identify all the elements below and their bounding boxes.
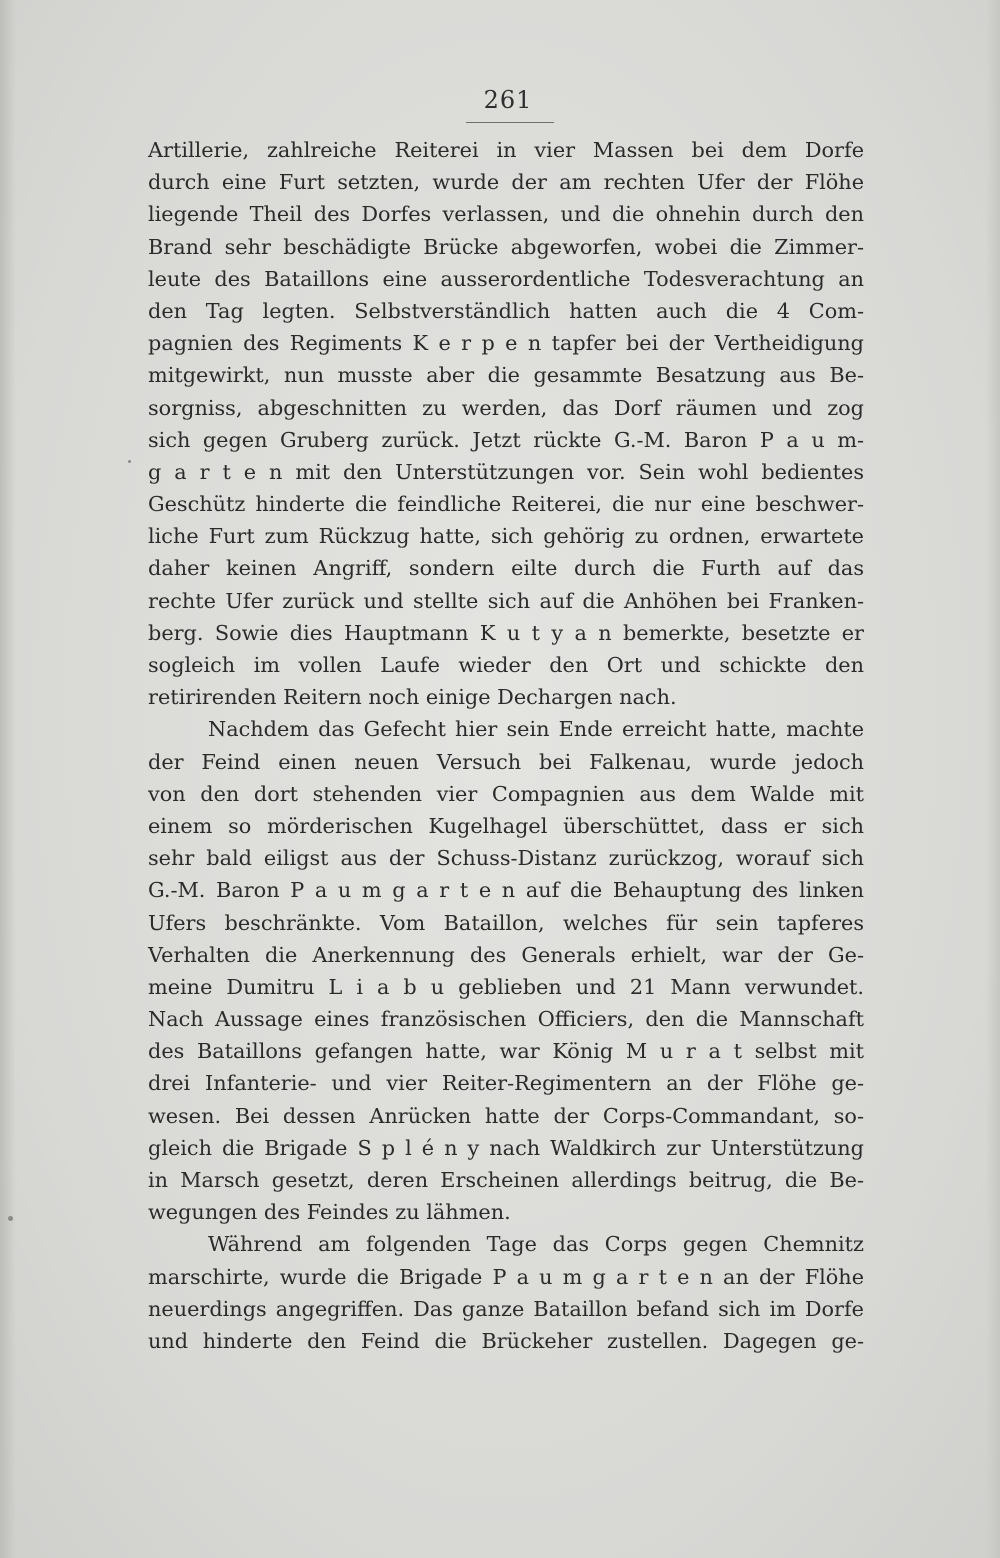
text-line: wegungen des Feindes zu lähmen.: [148, 1200, 511, 1225]
text-line: neuerdings angegriffen. Das ganze Bataillon befand sich im Dorfe: [148, 1296, 864, 1321]
text-line: liegende Theil des Dorfes verlassen, und die ohnehin durch den: [148, 202, 864, 227]
text-line: Nach Aussage eines französischen Officiers, den die Mannschaft: [148, 1007, 864, 1032]
text-line: Artillerie, zahlreiche Reiterei in vier Massen bei dem Dorfe: [148, 138, 864, 162]
text-line: daher keinen Angriff, sondern eilte durch die Furth auf das: [148, 556, 864, 581]
margin-mark: [128, 460, 131, 463]
text-line: sich gegen Gruberg zurück. Jetzt rückte G.-M. Baron P a u m-: [148, 427, 864, 452]
text-line: von den dort stehenden vier Compagnien aus dem Walde mit: [148, 781, 864, 806]
text-line: einem so mörderischen Kugelhagel überschüttet, dass er sich: [148, 813, 864, 838]
text-line: Brand sehr beschädigte Brücke abgeworfen, wobei die Zimmer-: [148, 234, 864, 259]
text-line: in Marsch gesetzt, deren Erscheinen allerdings beitrug, die Be-: [148, 1168, 864, 1192]
body-text: [148, 134, 864, 1357]
text-line: Nachdem das Gefecht hier sein Ende erreicht hatte, machte: [208, 717, 864, 742]
text-line: pagnien des Regiments K e r p e n tapfer bei der Vertheidigung: [148, 331, 864, 356]
text-line: den Tag legten. Selbstverständlich hatten auch die 4 Com-: [148, 298, 864, 323]
text-line: marschirte, wurde die Brigade P a u m g a r t e n an der Flöhe: [148, 1264, 864, 1289]
text-line: der Feind einen neuen Versuch bei Falkenau, wurde jedoch: [148, 749, 864, 774]
text-line: gleich die Brigade S p l é n y nach Waldkirch zur Unterstützung: [148, 1135, 864, 1160]
text-line: leute des Bataillons eine ausserordentliche Todesverachtung an: [148, 266, 864, 291]
text-line: Verhalten die Anerkennung des Generals erhielt, war der Ge-: [148, 942, 864, 967]
text-line: rechte Ufer zurück und stellte sich auf die Anhöhen bei Franken-: [148, 588, 864, 613]
page-number-rule: [466, 122, 554, 123]
text-line: berg. Sowie dies Hauptmann K u t y a n bemerkte, besetzte er: [148, 620, 864, 645]
page-edge-shadow-left: [0, 0, 16, 1558]
page-number: 261: [483, 86, 533, 114]
page-edge-shadow-right: [986, 0, 1000, 1558]
margin-mark: [8, 1216, 13, 1221]
text-line: liche Furt zum Rückzug hatte, sich gehörig zu ordnen, erwartete: [148, 524, 864, 549]
text-line: durch eine Furt setzten, wurde der am rechten Ufer der Flöhe: [148, 170, 864, 195]
text-line: G.-M. Baron P a u m g a r t e n auf die Behauptung des linken: [148, 878, 864, 903]
text-line: g a r t e n mit den Unterstützungen vor. Sein wohl bedientes: [148, 459, 864, 484]
text-line: sogleich im vollen Laufe wieder den Ort und schickte den: [148, 653, 864, 677]
text-line: und hinderte den Feind die Brückeher zustellen. Dagegen ge-: [148, 1328, 864, 1353]
text-line: mitgewirkt, nun musste aber die gesammte Besatzung aus Be-: [148, 363, 864, 388]
text-line: meine Dumitru L i a b u geblieben und 21 Mann verwundet.: [148, 974, 864, 999]
text-line: sorgniss, abgeschnitten zu werden, das Dorf räumen und zog: [148, 395, 864, 420]
text-line: wesen. Bei dessen Anrücken hatte der Corps-Commandant, so-: [148, 1103, 864, 1128]
text-line: Geschütz hinderte die feindliche Reiterei, die nur eine beschwer-: [148, 492, 864, 517]
text-line: Während am folgenden Tage das Corps gegen Chemnitz: [208, 1232, 864, 1257]
text-line: des Bataillons gefangen hatte, war König M u r a t selbst mit: [148, 1039, 864, 1064]
text-line: Ufers beschränkte. Vom Bataillon, welches für sein tapferes: [148, 910, 864, 935]
text-line: drei Infanterie- und vier Reiter-Regimentern an der Flöhe ge-: [148, 1071, 864, 1096]
text-line: retirirenden Reitern noch einige Dechargen nach.: [148, 685, 677, 710]
text-line: sehr bald eiligst aus der Schuss-Distanz zurückzog, worauf sich: [148, 846, 864, 871]
